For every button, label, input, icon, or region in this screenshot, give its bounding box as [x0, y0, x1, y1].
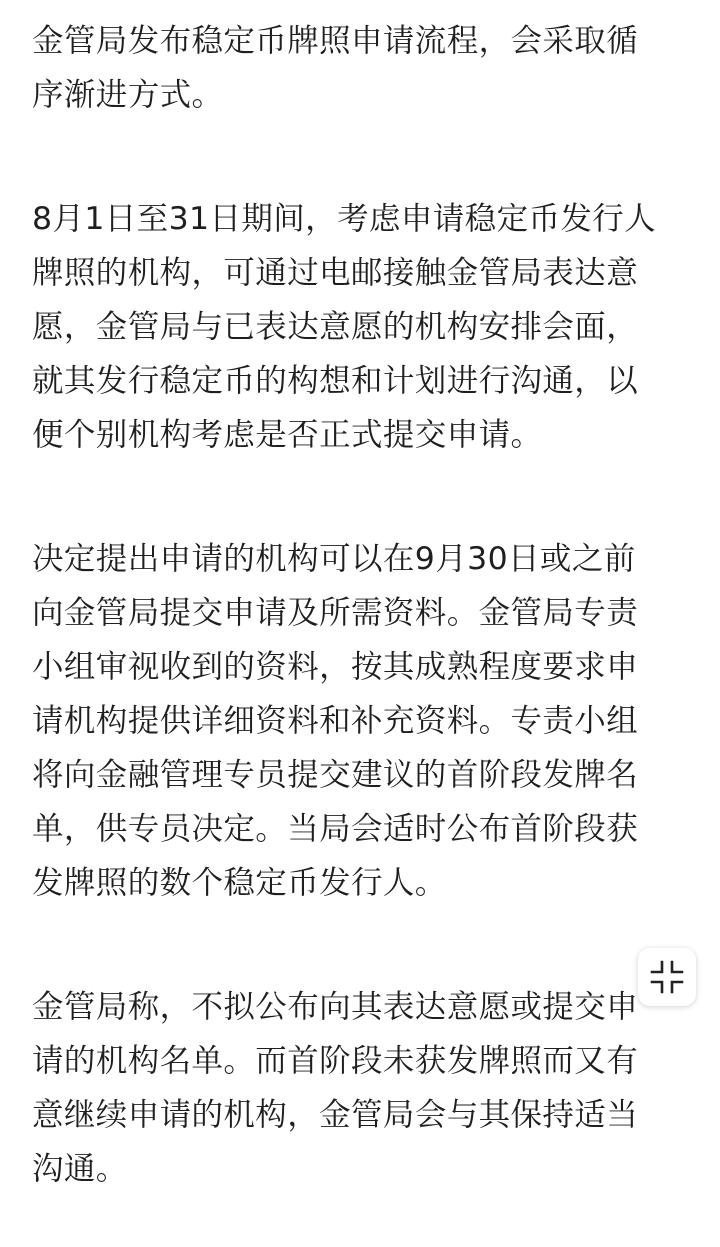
text-line: 牌照的机构，可通过电邮接触金管局表达意	[32, 255, 639, 291]
paragraph-3	[32, 532, 692, 910]
collapse-fullscreen-button[interactable]	[638, 948, 696, 1006]
text-line: 便个别机构考虑是否正式提交申请。	[32, 417, 543, 453]
text-line: 沟通。	[32, 1151, 128, 1187]
text-line: 愿，金管局与已表达意愿的机构安排会面，	[32, 309, 639, 345]
text-line: 单，供专员决定。当局会适时公布首阶段获	[32, 811, 639, 847]
paragraph-gap	[32, 462, 692, 532]
text-line: 请的机构名单。而首阶段未获发牌照而又有	[32, 1043, 639, 1079]
text-line: 请机构提供详细资料和补充资料。专责小组	[32, 703, 639, 739]
text-line: 8月1日至31日期间，考虑申请稳定币发行人	[32, 201, 657, 237]
collapse-icon	[650, 960, 684, 994]
article-body	[32, 14, 692, 1196]
paragraph-gap	[32, 910, 692, 980]
text-line: 意继续申请的机构，金管局会与其保持适当	[32, 1097, 639, 1133]
text-line: 决定提出申请的机构可以在9月30日或之前	[32, 541, 636, 577]
text-line: 发牌照的数个稳定币发行人。	[32, 865, 447, 901]
text-line: 序渐进方式。	[32, 77, 224, 113]
paragraph-4	[32, 980, 692, 1196]
text-line: 就其发行稳定币的构想和计划进行沟通，以	[32, 363, 639, 399]
paragraph-1	[32, 14, 692, 122]
paragraph-gap	[32, 122, 692, 192]
text-line: 金管局发布稳定币牌照申请流程，会采取循	[32, 23, 639, 59]
text-line: 向金管局提交申请及所需资料。金管局专责	[32, 595, 639, 631]
paragraph-2	[32, 192, 692, 462]
text-line: 金管局称，不拟公布向其表达意愿或提交申	[32, 989, 639, 1025]
text-line: 将向金融管理专员提交建议的首阶段发牌名	[32, 757, 639, 793]
text-line: 小组审视收到的资料，按其成熟程度要求申	[32, 649, 639, 685]
